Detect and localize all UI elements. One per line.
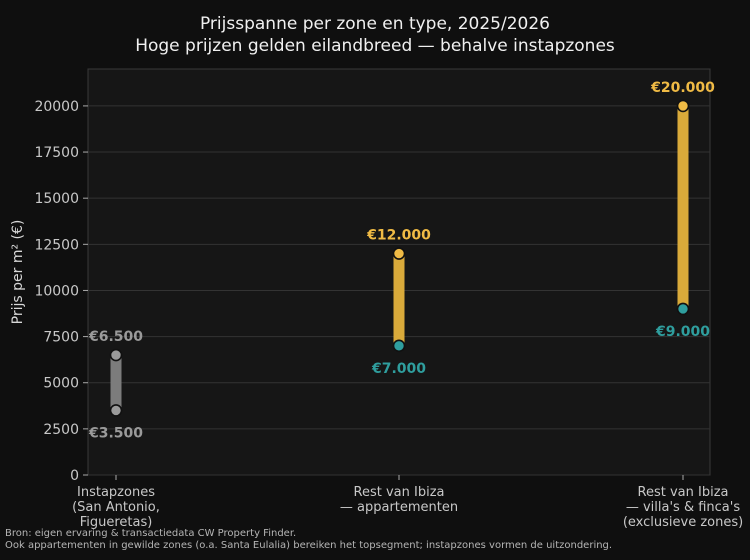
y-tick-label: 17500 [34, 145, 79, 162]
low-point [678, 303, 689, 314]
low-point [394, 340, 405, 351]
y-tick-label: 15000 [34, 191, 79, 208]
y-tick-label: 12500 [34, 237, 79, 254]
y-tick-label: 2500 [43, 421, 79, 438]
low-value-label: €3.500 [88, 425, 144, 442]
footer-note: Ook appartementen in gewilde zones (o.a. Santa Eulalia) bereiken het topsegment; instapzones vormen de uitzondering. [5, 540, 613, 551]
y-axis-label: Prijs per m² (€) [10, 219, 26, 325]
y-tick-label: 0 [70, 468, 79, 484]
y-tick-label: 7500 [43, 329, 79, 346]
low-value-label: €7.000 [371, 360, 427, 377]
high-value-label: €6.500 [88, 329, 144, 346]
y-tick-label: 10000 [34, 283, 79, 300]
chart-title-line1: Prijsspanne per zone en type, 2025/2026 [199, 14, 550, 34]
low-point [111, 405, 122, 416]
x-tick-label: Rest van Ibiza — villa's & finca's (exclusieve zones) [622, 485, 744, 530]
high-point [111, 350, 122, 361]
high-value-label: €12.000 [367, 227, 431, 244]
y-tick-label: 20000 [34, 98, 79, 115]
y-tick-label: 5000 [43, 375, 79, 392]
high-value-label: €20.000 [651, 79, 715, 96]
footer-source: Bron: eigen ervaring & transactiedata CW Property Finder. [5, 528, 297, 539]
x-tick-label: Rest van Ibiza — appartementen [339, 485, 459, 515]
x-tick-label: Instapzones (San Antonio, Figueretas) [72, 485, 160, 530]
high-point [394, 248, 405, 259]
chart-title-line2: Hoge prijzen gelden eilandbreed — behalve instapzones [135, 36, 615, 56]
high-point [678, 100, 689, 111]
low-value-label: €9.000 [655, 323, 711, 340]
